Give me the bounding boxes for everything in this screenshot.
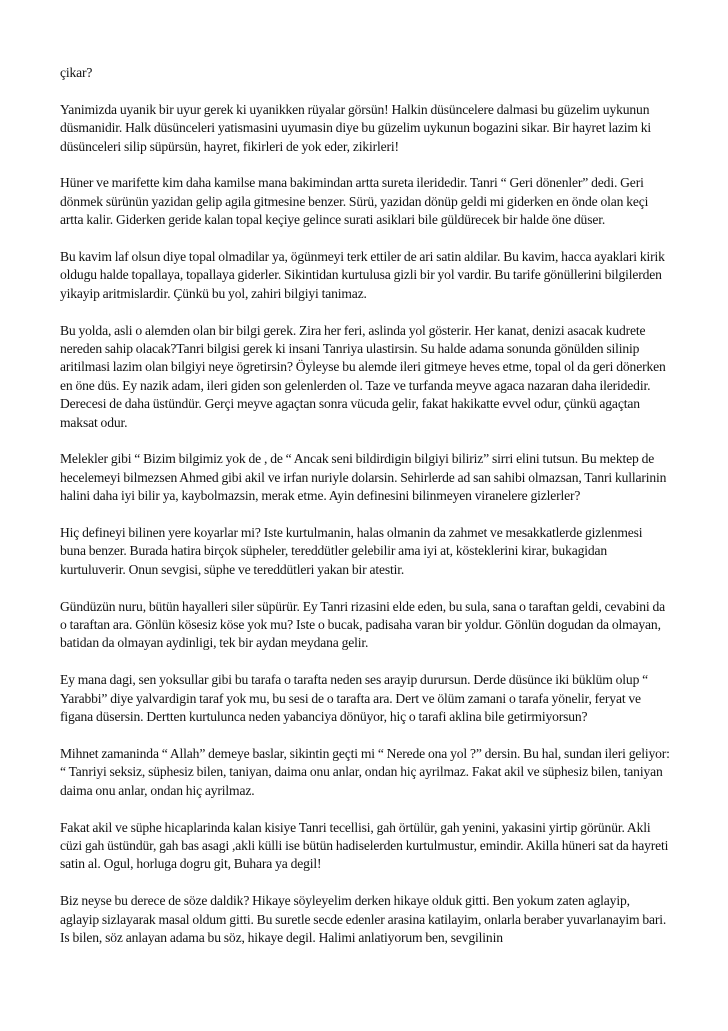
paragraph-3: Hüner ve marifette kim daha kamilse mana bakimindan artta sureta ileridedir. Tanri “ Geri dönenler” dedi. Geri dönmek sürünün yazidan gelip agila gitmesine benzer. Sürü, yazidan dönüp geldi mi giderken en önde olan keçi artta kalir. Giderken geride kalan topal keçiye gelince surati asiklari bile güldürecek bir halde öne düser.: [60, 175, 649, 228]
paragraph-12: Biz neyse bu derece de söze daldik? Hikaye söyleyelim derken hikaye olduk gitti. Ben yokum zaten aglayip, aglayip sizlayarak masal oldum gitti. Bu suretle secde edenler arasina katilayim, onlarla beraber yuvarlanayim bari. Is bilen, söz anlayan adama bu söz, hikaye degil. Halimi anlatiyorum ben, sevgilinin: [60, 893, 667, 945]
paragraph-5: Bu yolda, asli o alemden olan bir bilgi gerek. Zira her feri, aslinda yol gösterir. Her kanat, denizi asacak kudrete nereden sahip olacak?Tanri bilgisi gerek ki insani Tanriya ulastirsin. Su halde adama sonunda gönülden silinip aritilmasi lazim olan bilgiyi neye ögretirsin? Öyleyse bu alemde ileri gitmeye heves etme, topal ol da geri dönerken en öne düs. Ey nazik adam, ileri giden son gelenlerden ol. Taze ve turfanda meyve agaca nazaran daha ileridedir. Derecesi de daha üstündür. Gerçi meyve agaçtan sonra vücuda gelir, fakat hakikatte evvel odur, çünkü agaçtan maksat odur.: [60, 322, 666, 430]
paragraph-2: Yanimizda uyanik bir uyur gerek ki uyanikken rüyalar görsün! Halkin düsüncelere dalmasi bu güzelim uykunun düsmanidir. Halk düsünceleri yatismasini uyumasin diye bu güzelim uykunun bogazini sikar. Bir hayret lazim ki düsünceleri silip süpürsün, hayret, fikirleri de yok eder, zikirleri!: [60, 101, 652, 154]
paragraph-7: Hiç defineyi bilinen yere koyarlar mi? Iste kurtulmanin, halas olmanin da zahmet ve mesakkatlerde gizlenmesi buna benzer. Burada hatira birçok süpheler, tereddütler gelebilir ama iyi at, kösteklerini kirar, bukagidan kurtuluverir. Onun sevgisi, süphe ve tereddütleri yakan bir atestir.: [60, 525, 643, 577]
paragraph-8: Gündüzün nuru, bütün hayalleri siler süpürür. Ey Tanri rizasini elde eden, bu sula, sana o taraftan geldi, cevabini da o taraftan ara. Gönlün kösesiz köse yok mu? Iste o bucak, padisaha varan bir yoldur. Gönlün dogudan da olmayan, batidan da olmayan aydinligi, tek bir aydan meydana gelir.: [60, 598, 665, 651]
paragraph-11: Fakat akil ve süphe hicaplarinda kalan kisiye Tanri tecellisi, gah örtülür, gah yenini, yakasini yirtip görünür. Akli cüzi gah üstündür, gah bas asagi ,akli külli ise bütün hadiselerden kurtulmustur, emindir. Akilla hüneri sat da hayreti satin al. Ogul, horluga dogru git, Buhara ya degil!: [60, 819, 669, 872]
paragraph-10: Mihnet zamaninda “ Allah” demeye baslar, sikintin geçti mi “ Nerede ona yol ?” dersin. Bu hal, sundan ileri geliyor: “ Tanriyi seksiz, süphesiz bilen, taniyan, daima onu anlar, ondan hiç ayrilmaz. Fakat akil ve süphesiz bilen, taniyan daima onu anlar, ondan hiç ayrilmaz.: [60, 745, 670, 798]
paragraph-4: Bu kavim laf olsun diye topal olmadilar ya, ögünmeyi terk ettiler de ari satin aldilar. Bu kavim, hacca ayaklari kirik oldugu halde topallaya, topallaya giderler. Sikintidan kurtulusa gizli bir yol vardir. Bu tarife gönüllerini bilgilerden yikayip aritmislardir. Çünkü bu yol, zahiri bilgiyi tanimaz.: [60, 249, 665, 301]
paragraph-9: Ey mana dagi, sen yoksullar gibi bu tarafa o tarafta neden ses arayip durursun. Derde düsünce iki büklüm olup “ Yarabbi” diye yalvardigin taraf yok mu, bu sesi de o tarafta ara. Dert ve ölüm zamani o tarafa yönelir, feryat ve figana düsersin. Dertten kurtulunca neden yabanciya dönüyor, hiç o tarafi aklina bile getirmiyorsun?: [60, 672, 649, 725]
paragraph-6: Melekler gibi “ Bizim bilgimiz yok de , de “ Ancak seni bildirdigin bilgiyi biliriz” sirri elini tutsun. Bu mektep de hecelemeyi bilmezsen Ahmed gibi akil ve irfan nuriyle dolarsin. Sehirlerde ad san sahibi olmazsan, Tanri kullarinin halini daha iyi bilir ya, kaybolmazsin, merak etme. Ayin definesini bilinmeyen viranelere gizlerler?: [60, 451, 667, 504]
paragraph-1: çikar?: [60, 65, 93, 80]
document-page: [60, 64, 670, 966]
